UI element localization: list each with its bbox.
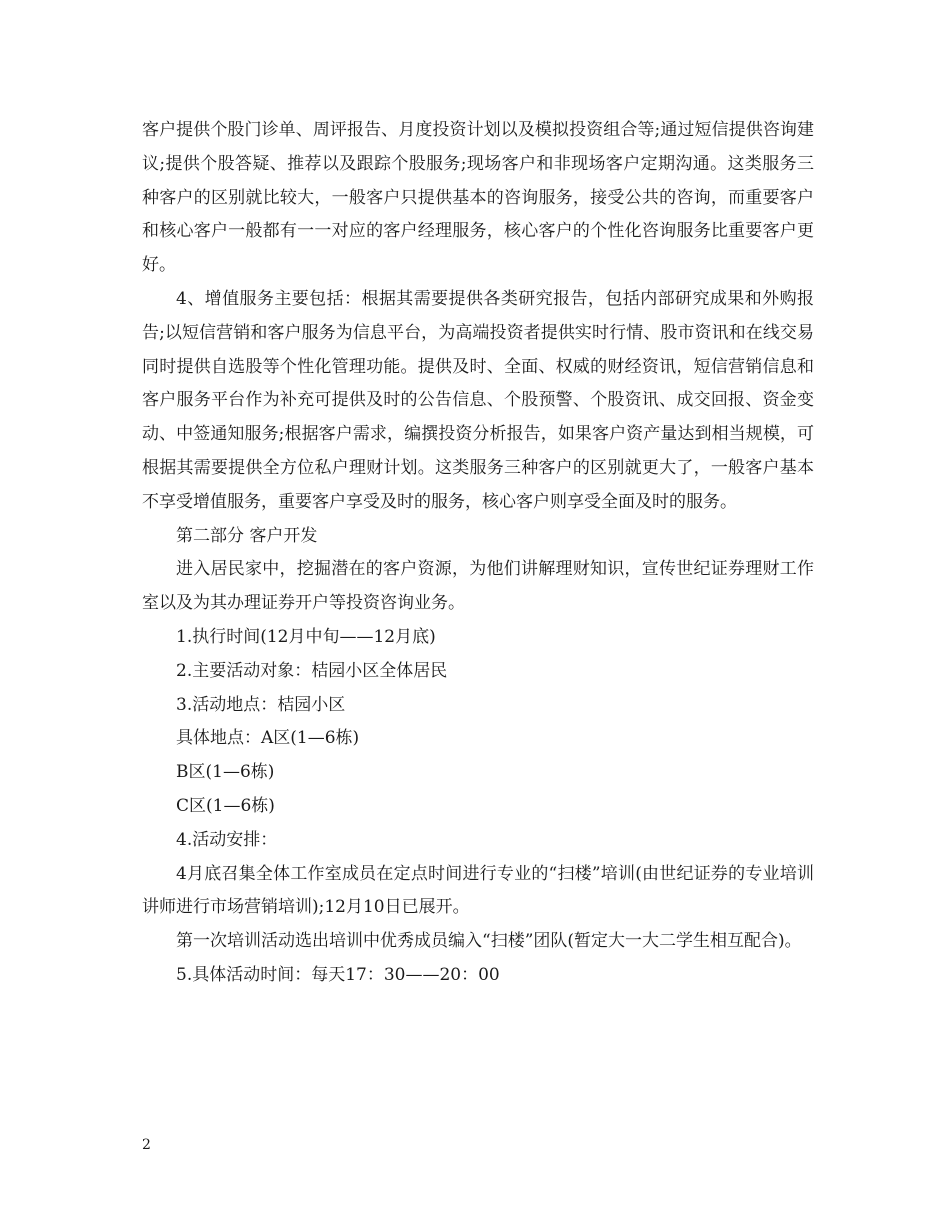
page-number: 2 xyxy=(142,1137,151,1153)
paragraph-development-intro: 进入居民家中，挖掘潜在的客户资源，为他们讲解理财知识，宣传世纪证券理财工作室以及为其办理证券开户等投资咨询业务。 xyxy=(142,559,814,614)
list-item-location: 3.活动地点：桔园小区 xyxy=(176,694,346,715)
location-detail-a: 具体地点：A区(1—6栋) xyxy=(176,728,360,749)
paragraph-training: 4月底召集全体工作室成员在定点时间进行专业的“扫楼”培训(由世纪证券的专业培训讲师进行市场营销培训);12月10日已展开。 xyxy=(142,863,814,918)
paragraph-value-added-service: 4、增值服务主要包括：根据其需要提供各类研究报告，包括内部研究成果和外购报告;以短信营销和客户服务为信息平台，为高端投资者提供实时行情、股市资讯和在线交易同时提供自选股等个性化管理功能。提供及时、全面、权威的财经资讯，短信营销信息和客户服务平台作为补充可提供及时的公告信息、个股预警、个股资讯、成交回报、资金变动、中签通知服务;根据客户需求，编撰投资分析报告，如果客户资产量达到相当规模，可根据其需要提供全方位私户理财计划。这类服务三种客户的区别就更大了，一般客户基本不享受增值服务，重要客户享受及时的服务，核心客户则享受全面及时的服务。 xyxy=(142,288,814,512)
list-item-activity-time: 5.具体活动时间：每天17：30——20：00 xyxy=(176,964,500,985)
list-item-arrangement: 4.活动安排： xyxy=(176,829,278,850)
paragraph-team-selection: 第一次培训活动选出培训中优秀成员编入“扫楼”团队(暂定大一大二学生相互配合)。 xyxy=(176,931,802,952)
list-item-execution-time: 1.执行时间(12月中旬——12月底) xyxy=(176,626,436,647)
location-detail-b: B区(1—6栋) xyxy=(176,762,275,783)
document-body xyxy=(142,114,814,993)
location-detail-c: C区(1—6栋) xyxy=(176,795,275,816)
section-heading-customer-development: 第二部分 客户开发 xyxy=(176,525,318,546)
paragraph-consulting-service: 客户提供个股门诊单、周评报告、月度投资计划以及模拟投资组合等;通过短信提供咨询建议;提供个股答疑、推荐以及跟踪个股服务;现场客户和非现场客户定期沟通。这类服务三种客户的区别就比较大，一般客户只提供基本的咨询服务，接受公共的咨询，而重要客户和核心客户一般都有一一对应的客户经理服务，核心客户的个性化咨询服务比重要客户更好。 xyxy=(142,120,814,276)
list-item-target-audience: 2.主要活动对象：桔园小区全体居民 xyxy=(176,660,448,681)
